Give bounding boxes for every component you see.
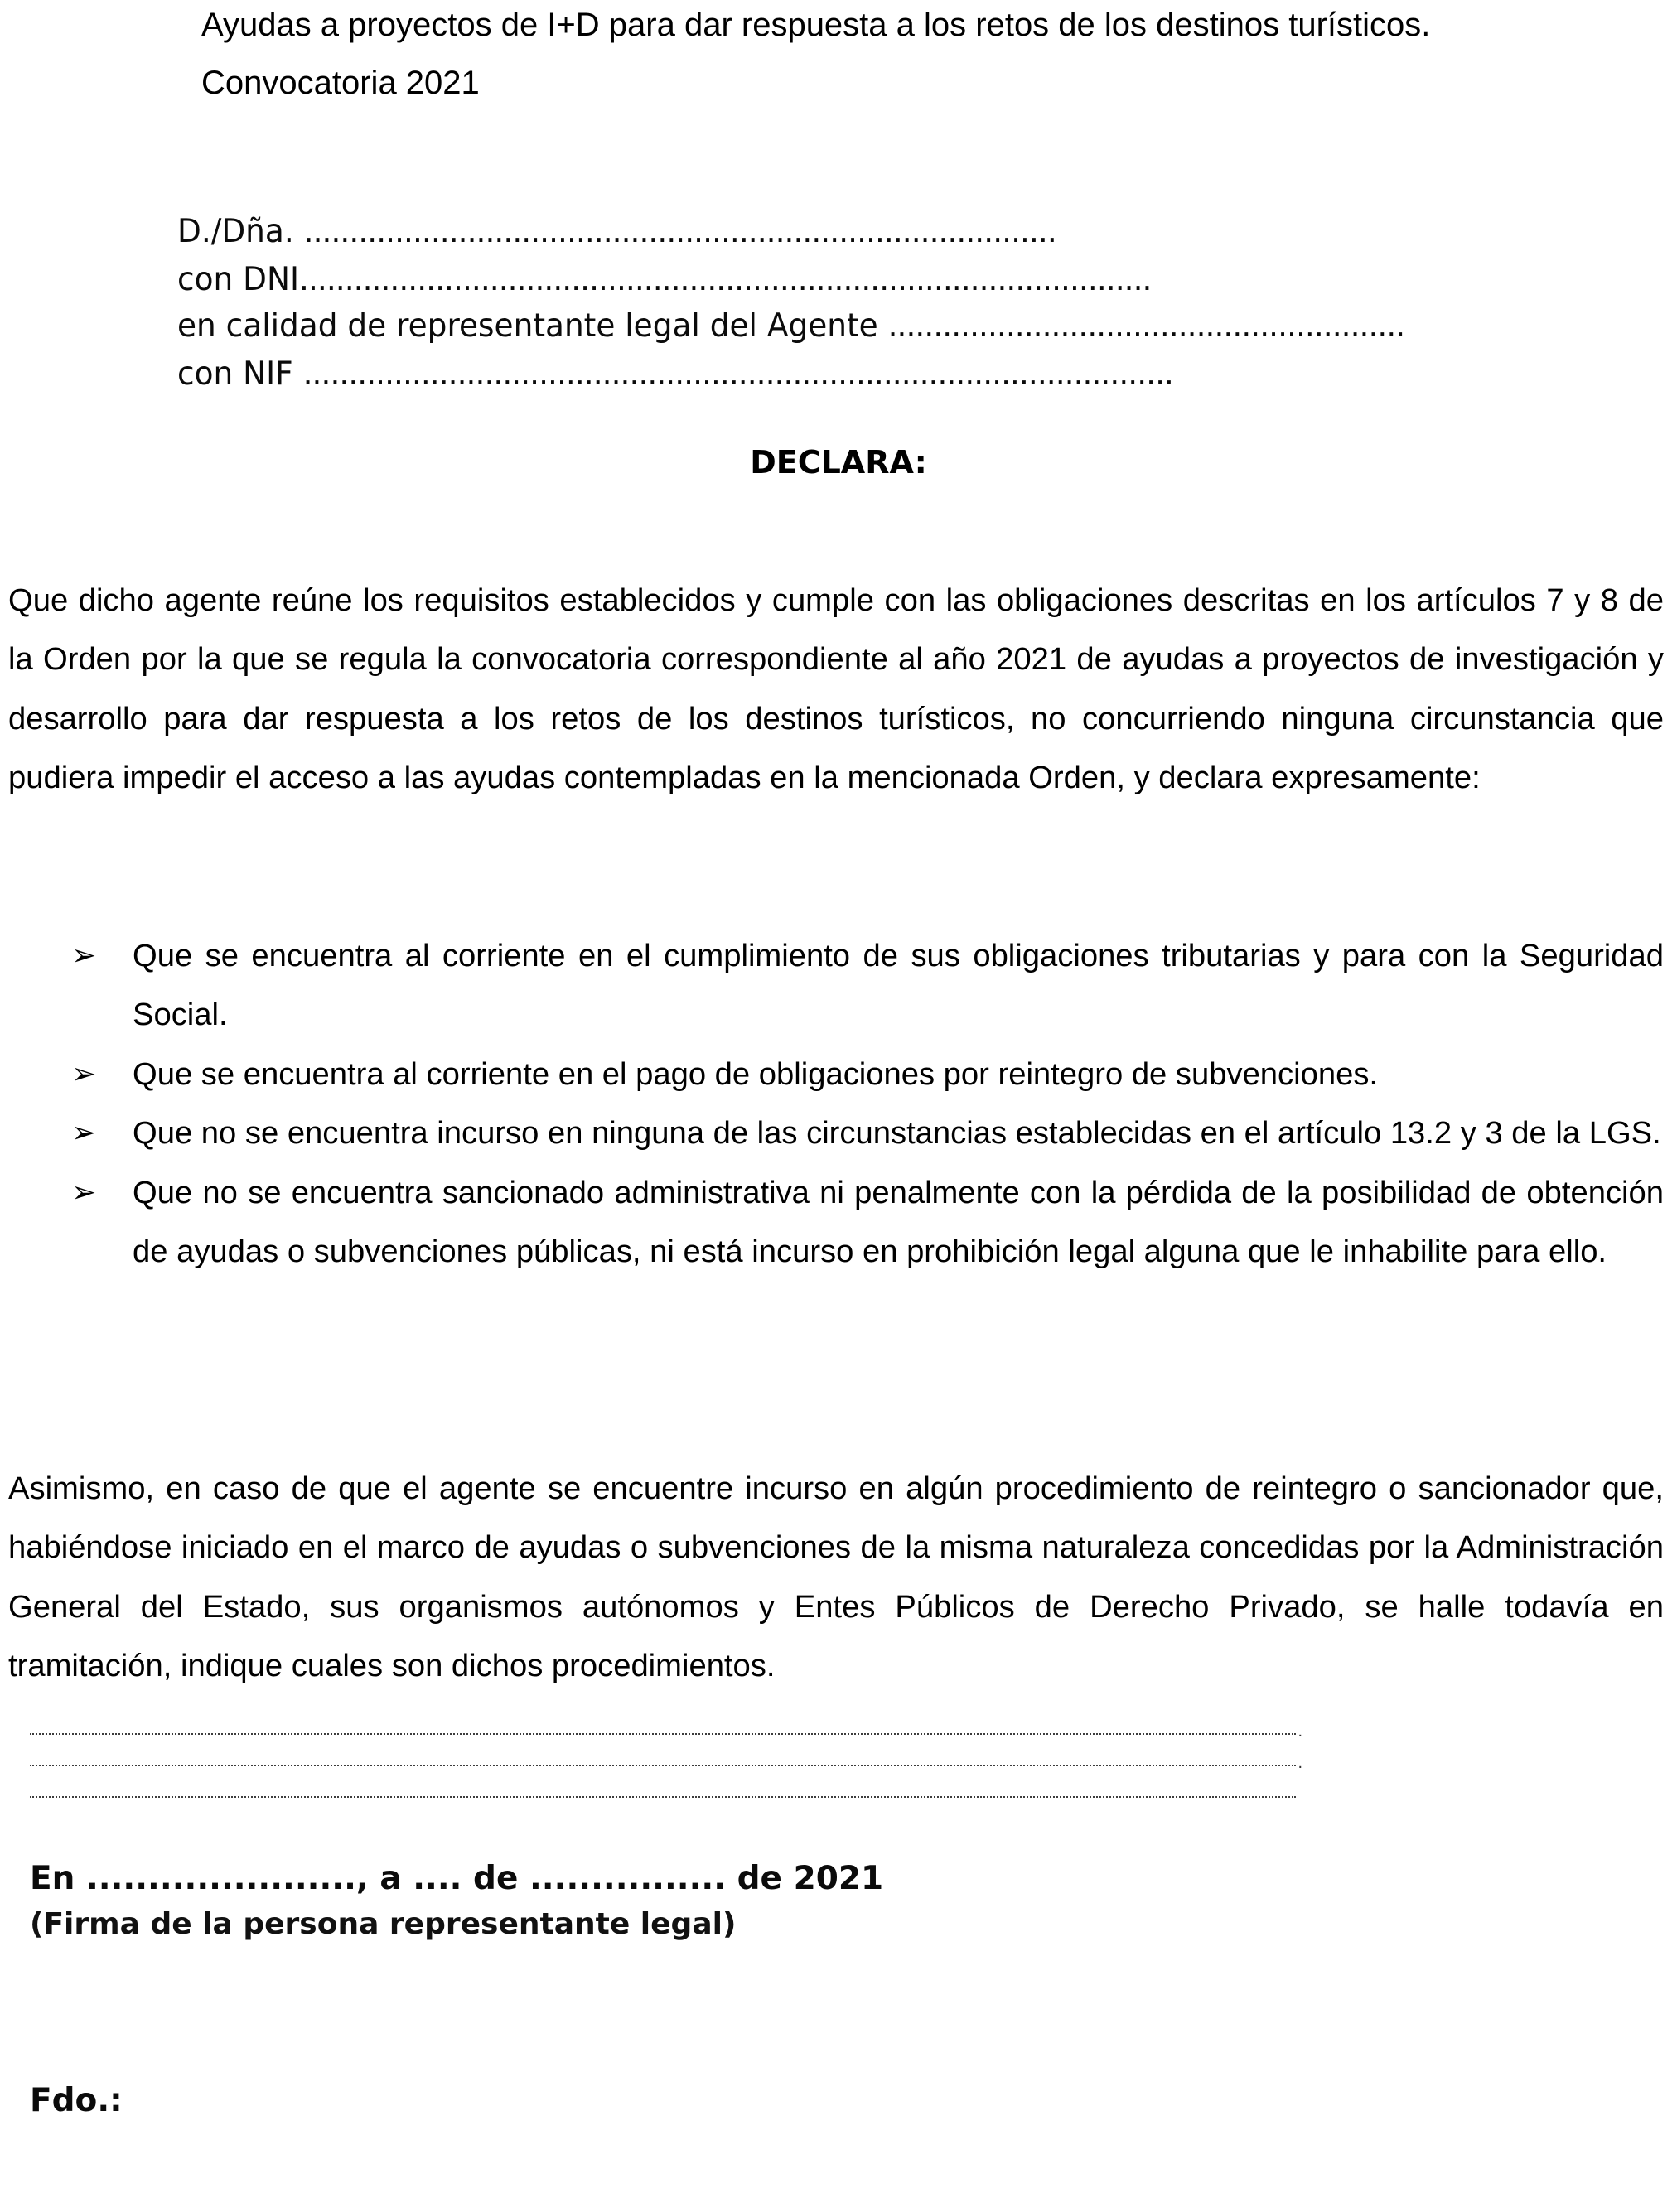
nif-label: con NIF bbox=[177, 355, 293, 393]
agent-dots: ......................................................... bbox=[887, 307, 1405, 345]
document-title: Ayudas a proyectos de I+D para dar respuesta a los retos de los destinos turísticos. bbox=[201, 7, 1431, 43]
arrow-bullet-icon: ➢ bbox=[71, 939, 97, 973]
arrow-bullet-icon: ➢ bbox=[71, 1056, 97, 1091]
place-date-line: En ......................, a .... de ................ de 2021 bbox=[30, 1860, 884, 1897]
list-item bbox=[0, 1045, 1664, 1104]
fdo-label: Fdo.: bbox=[30, 2082, 123, 2119]
signature-note: (Firma de la persona representante legal) bbox=[30, 1907, 737, 1941]
list-item-text: Que se encuentra al corriente en el pago de obligaciones por reintegro de subvenciones. bbox=[133, 1055, 1379, 1092]
nif-field bbox=[177, 355, 1173, 394]
name-label: D./Dña. bbox=[177, 213, 294, 250]
document-subtitle: Convocatoria 2021 bbox=[201, 65, 480, 101]
declara-heading: DECLARA: bbox=[750, 444, 927, 481]
procedure-line-3 bbox=[30, 1796, 1296, 1801]
intro-paragraph: Que dicho agente reúne los requisitos establecidos y cumple con las obligaciones descritas en los artículos 7 y 8 de la Orden por la que se regula la convocatoria correspondiente al año 2021 de ayudas a proyectos de investigación y desarrollo para dar respuesta a los retos de los destinos turísticos, no concurriendo ninguna circunstancia que pudiera impedir el acceso a las ayudas contempladas en la mencionada Orden, y declara expresamente: bbox=[8, 582, 1664, 796]
list-item-text: Que no se encuentra incurso en ninguna de las circunstancias establecidas en el artículo 13.2 y 3 de la LGS. bbox=[133, 1115, 1661, 1152]
declaration-list bbox=[0, 926, 1664, 1281]
procedure-line-1: . bbox=[30, 1733, 1296, 1738]
closing-paragraph: Asimismo, en caso de que el agente se encuentre incurso en algún procedimiento de reintegro o sancionador que, habiéndose iniciado en el marco de ayudas o subvenciones de la misma naturaleza concedidas por la Administración General del Estado, sus organismos autónomos y Entes Públicos de Derecho Privado, se halle todavía en tramitación, indique cuales son dichos procedimientos. bbox=[8, 1471, 1664, 1684]
name-field bbox=[177, 212, 1056, 252]
nif-dots: ................................................................................................ bbox=[302, 355, 1173, 393]
list-item-text: Que no se encuentra sancionado administrativa ni penalmente con la pérdida de la posibilidad de obtención de ayudas o subvenciones públicas, ni está incurso en prohibición legal alguna que le inhabilite para ello. bbox=[133, 1174, 1664, 1270]
list-item-text: Que se encuentra al corriente en el cumplimiento de sus obligaciones tributarias y para con la Seguridad Social. bbox=[133, 938, 1664, 1033]
list-item bbox=[0, 926, 1664, 1045]
list-item bbox=[0, 1104, 1664, 1162]
arrow-bullet-icon: ➢ bbox=[71, 1116, 97, 1151]
procedure-line-2: . bbox=[30, 1765, 1296, 1770]
agent-field bbox=[177, 307, 1404, 346]
dni-label: con DNI bbox=[177, 261, 299, 298]
list-item bbox=[0, 1163, 1664, 1282]
arrow-bullet-icon: ➢ bbox=[71, 1175, 97, 1210]
name-dots: ................................................................................... bbox=[303, 213, 1056, 250]
dni-field bbox=[177, 260, 1151, 300]
dni-dots: .............................................................................................. bbox=[299, 261, 1152, 298]
agent-label: en calidad de representante legal del Agente bbox=[177, 307, 878, 345]
